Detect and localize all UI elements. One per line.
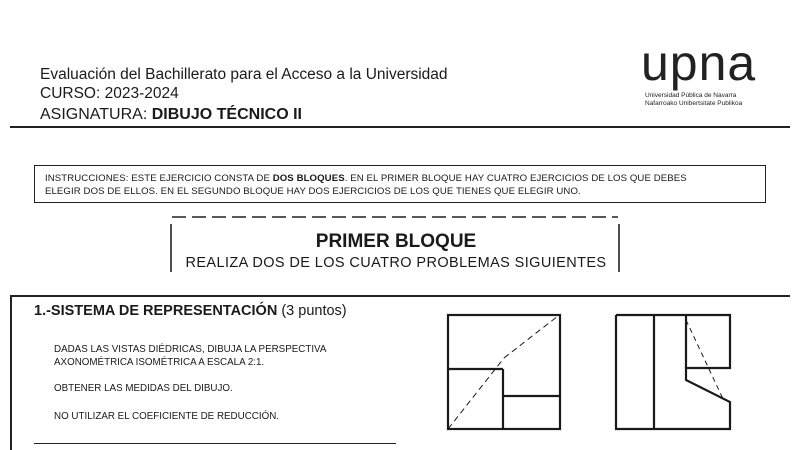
subject-line [40,106,302,124]
front-view [448,315,560,429]
dihedral-views-drawing [440,308,740,436]
exercise-1-line-4: NO UTILIZAR EL COEFICIENTE DE REDUCCIÓN. [54,411,279,422]
logo-line-2: Nafarroako Unibertsitate Publikoa [645,100,743,107]
exercise-1-title: 1.-SISTEMA DE REPRESENTACIÓN (3 puntos) [34,303,347,319]
upna-logo: upna [641,35,757,91]
course-label: CURSO: [40,85,101,102]
section-top-rule [10,295,790,297]
exercise-1-points: (3 puntos) [281,303,347,319]
exercise-1-line-1: DADAS LAS VISTAS DIÉDRICAS, DIBUJA LA PERSPECTIVA [54,344,327,355]
header-rule [10,126,790,128]
exam-title: Evaluación del Bachillerato para el Acceso a la Universidad [40,66,448,83]
side-view [616,315,730,429]
subject-label: ASIGNATURA: [40,106,148,123]
exercise-1-line-3: OBTENER LAS MEDIDAS DEL DIBUJO. [54,383,233,394]
section-inner-rule [34,443,396,444]
block-title: PRIMER BLOQUE [315,231,477,252]
instructions-box [34,165,766,203]
block-subtitle: REALIZA DOS DE LOS CUATRO PROBLEMAS SIGUIENTES [185,255,607,271]
instructions-bold: DOS BLOQUES [272,173,345,184]
subject-value: DIBUJO TÉCNICO II [151,106,302,123]
section-left-rule [10,295,12,450]
exercise-1-line-2: AXONOMÉTRICA ISOMÉTRICA A ESCALA 2:1. [54,357,265,368]
course-value: 2023-2024 [104,85,179,102]
instructions-line-2: ELEGIR DOS DE ELLOS. EN EL SEGUNDO BLOQUE HAY DOS EJERCICIOS DE LOS QUE TIENES QUE ELEGIR UNO. [45,186,581,197]
instructions-line-1: INSTRUCCIONES: ESTE EJERCICIO CONSTA DE DOS BLOQUES. EN EL PRIMER BLOQUE HAY CUATRO EJERCICIOS DE LOS QUE DEBES [45,173,687,184]
course-line [40,85,179,103]
logo-line-1: Universidad Pública de Navarra [645,92,737,99]
